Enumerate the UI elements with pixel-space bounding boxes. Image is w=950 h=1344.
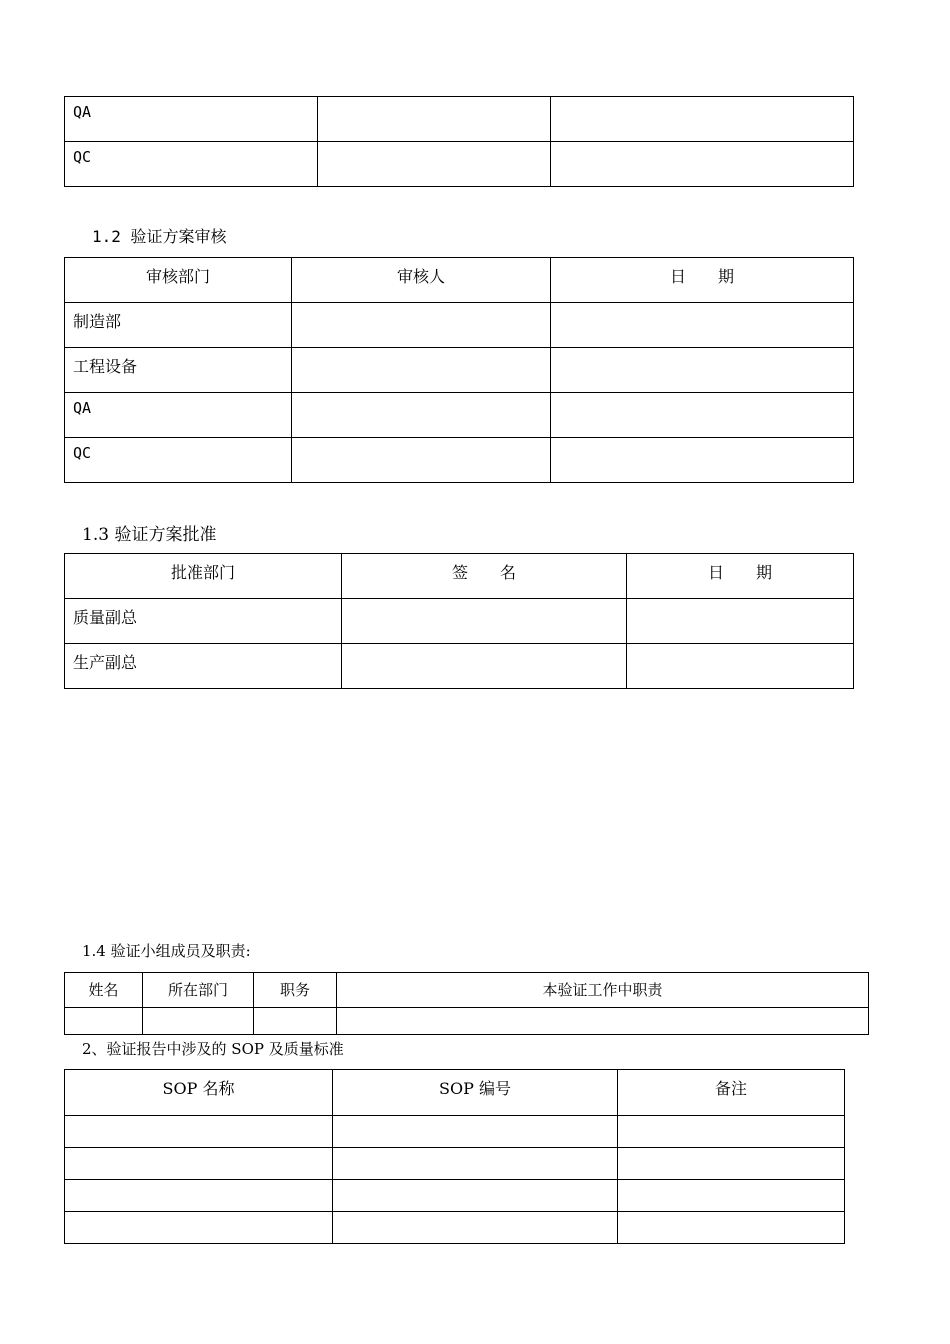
section-1-4-heading: 1.4 验证小组成员及职责: <box>82 942 251 960</box>
empty-cell[interactable] <box>551 97 854 142</box>
top-signoff-table <box>64 96 854 187</box>
team-members-table <box>64 972 869 1035</box>
table-row-label: 制造部 <box>65 303 292 348</box>
empty-cell[interactable] <box>333 1180 618 1212</box>
empty-cell[interactable] <box>618 1148 845 1180</box>
table-row-label: QC <box>65 438 292 483</box>
empty-cell[interactable] <box>333 1116 618 1148</box>
column-header-signature: 签 名 <box>342 554 627 599</box>
sop-table <box>64 1069 845 1244</box>
table-row-label: QC <box>65 142 318 187</box>
review-table <box>64 257 854 483</box>
column-header-reviewer: 审核人 <box>292 258 551 303</box>
column-header-remarks: 备注 <box>618 1070 845 1116</box>
empty-cell[interactable] <box>292 303 551 348</box>
empty-cell[interactable] <box>143 1008 254 1035</box>
empty-cell[interactable] <box>65 1180 333 1212</box>
empty-cell[interactable] <box>333 1148 618 1180</box>
empty-cell[interactable] <box>551 303 854 348</box>
empty-cell[interactable] <box>292 393 551 438</box>
empty-cell[interactable] <box>65 1148 333 1180</box>
table-row-label: 质量副总 <box>65 599 342 644</box>
empty-cell[interactable] <box>65 1116 333 1148</box>
empty-cell[interactable] <box>292 438 551 483</box>
empty-cell[interactable] <box>618 1180 845 1212</box>
empty-cell[interactable] <box>337 1008 869 1035</box>
column-header-date: 日 期 <box>627 554 854 599</box>
empty-cell[interactable] <box>65 1008 143 1035</box>
empty-cell[interactable] <box>342 644 627 689</box>
column-header-date: 日 期 <box>551 258 854 303</box>
empty-cell[interactable] <box>551 393 854 438</box>
empty-cell[interactable] <box>333 1212 618 1244</box>
column-header-sop-number: SOP 编号 <box>333 1070 618 1116</box>
column-header-department: 批准部门 <box>65 554 342 599</box>
empty-cell[interactable] <box>318 97 551 142</box>
section-1-2-heading: 1.2 验证方案审核 <box>92 227 227 246</box>
table-row-label: QA <box>65 97 318 142</box>
empty-cell[interactable] <box>618 1116 845 1148</box>
empty-cell[interactable] <box>65 1212 333 1244</box>
empty-cell[interactable] <box>551 348 854 393</box>
section-1-3-heading: 1.3 验证方案批准 <box>82 525 217 545</box>
column-header-sop-name: SOP 名称 <box>65 1070 333 1116</box>
table-row-label: 工程设备 <box>65 348 292 393</box>
approval-table <box>64 553 854 689</box>
column-header-position: 职务 <box>254 973 337 1008</box>
empty-cell[interactable] <box>318 142 551 187</box>
empty-cell[interactable] <box>292 348 551 393</box>
empty-cell[interactable] <box>254 1008 337 1035</box>
section-2-heading: 2、验证报告中涉及的 SOP 及质量标准 <box>82 1040 344 1058</box>
empty-cell[interactable] <box>627 599 854 644</box>
empty-cell[interactable] <box>551 438 854 483</box>
column-header-department: 所在部门 <box>143 973 254 1008</box>
empty-cell[interactable] <box>618 1212 845 1244</box>
column-header-responsibility: 本验证工作中职责 <box>337 973 869 1008</box>
column-header-name: 姓名 <box>65 973 143 1008</box>
empty-cell[interactable] <box>627 644 854 689</box>
table-row-label: 生产副总 <box>65 644 342 689</box>
table-row-label: QA <box>65 393 292 438</box>
empty-cell[interactable] <box>342 599 627 644</box>
column-header-department: 审核部门 <box>65 258 292 303</box>
empty-cell[interactable] <box>551 142 854 187</box>
